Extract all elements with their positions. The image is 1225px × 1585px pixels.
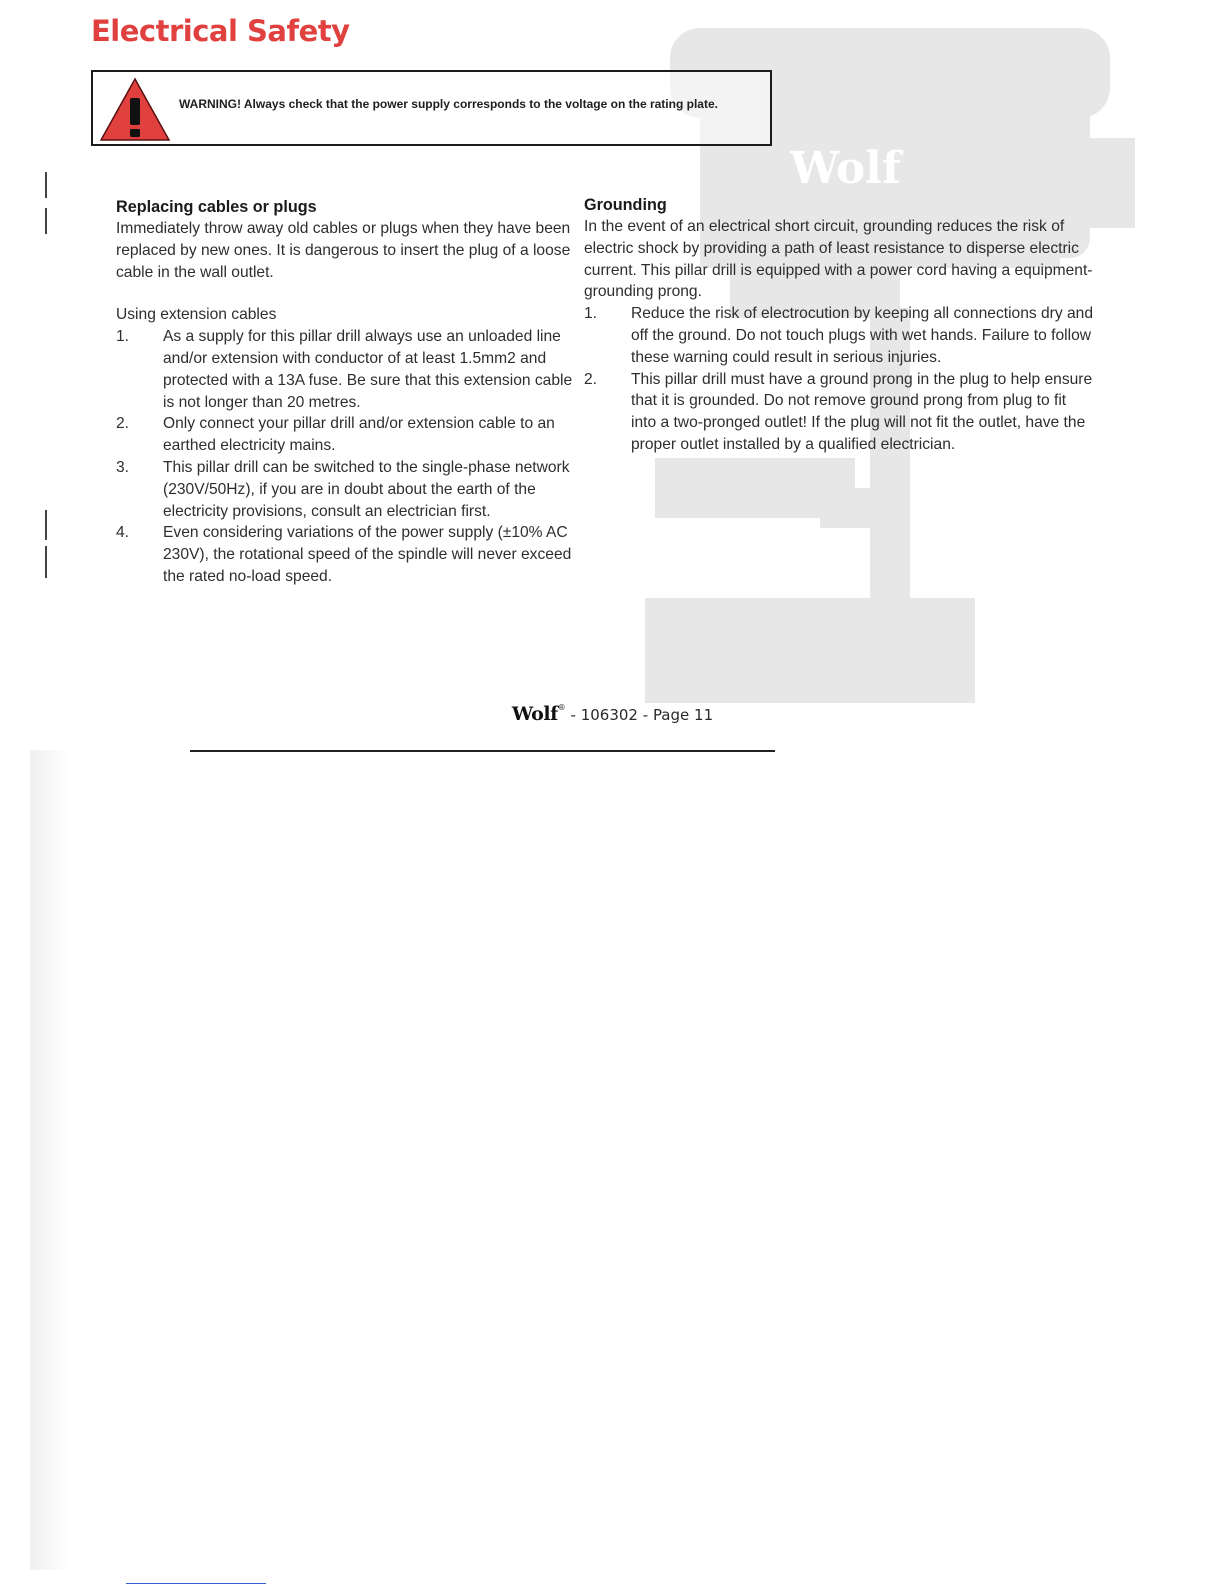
list-item-number: 3. xyxy=(116,458,130,476)
page-footer xyxy=(0,703,1225,725)
scan-page-edge xyxy=(190,750,775,752)
right-column xyxy=(584,194,1094,456)
list-item-number: 1. xyxy=(584,305,598,323)
list-item-number: 1. xyxy=(116,328,130,346)
extension-cables-list xyxy=(116,326,576,588)
list-item-text: Reduce the risk of electrocution by keeping all connections dry and off the ground. Do not touch plugs with wet hands. Failure to follow these warning could result in serious injuries. xyxy=(631,305,1094,366)
page-title: Electrical Safety xyxy=(91,14,350,48)
grounding-list xyxy=(584,303,1094,456)
list-item xyxy=(584,369,1094,456)
watermark-brand: Wolf xyxy=(790,143,901,194)
footer-page-number: Page 11 xyxy=(652,706,714,724)
left-column xyxy=(116,196,576,588)
list-item xyxy=(584,303,1094,368)
list-item xyxy=(116,326,576,413)
list-item xyxy=(116,413,576,457)
replacing-cables-heading: Replacing cables or plugs xyxy=(116,198,317,216)
warning-text: WARNING! Always check that the power supply corresponds to the voltage on the rating plate. xyxy=(179,97,718,111)
grounding-heading: Grounding xyxy=(584,196,667,214)
footer-brand-logo: Wolf xyxy=(511,703,558,725)
footer-product-code: - 106302 - xyxy=(570,706,649,724)
list-item-number: 4. xyxy=(116,524,130,542)
list-item xyxy=(116,457,576,522)
scan-margin-mark xyxy=(45,208,47,234)
footer-registered-mark: ® xyxy=(557,703,566,712)
scan-margin-mark xyxy=(45,172,47,198)
replacing-cables-paragraph: Immediately throw away old cables or plugs when they have been replaced by new ones. It is dangerous to insert the plug of a loose cable in the wall outlet. xyxy=(116,220,571,281)
scan-bottom-line xyxy=(126,1583,266,1584)
list-item-text: This pillar drill can be switched to the single-phase network (230V/50Hz), if you are in doubt about the earth of the electricity provisions, consult an electrician first. xyxy=(163,458,570,520)
list-item-number: 2. xyxy=(584,370,598,388)
list-item-text: As a supply for this pillar drill always use an unloaded line and/or extension with conductor of at least 1.5mm2 and protected with a 13A fuse. Be sure that this extension cable is not longer than 20 metres. xyxy=(163,328,573,411)
scan-shadow xyxy=(30,750,70,1570)
scan-margin-mark xyxy=(45,510,47,540)
list-item-text: This pillar drill must have a ground prong in the plug to help ensure that it is grounded. Do not remove ground prong from plug to fit into a two-pronged outlet! If the plug will not fit the outlet, have the proper outlet installed by a qualified electrician. xyxy=(631,370,1093,453)
extension-cables-subheading: Using extension cables xyxy=(116,306,277,324)
list-item-number: 2. xyxy=(116,415,130,433)
list-item xyxy=(116,522,576,587)
warning-box xyxy=(91,70,772,146)
list-item-text: Even considering variations of the power supply (±10% AC 230V), the rotational speed of the spindle will never exceed the rated no-load speed. xyxy=(163,524,572,585)
list-item-text: Only connect your pillar drill and/or extension cable to an earthed electricity mains. xyxy=(163,415,555,455)
scan-margin-mark xyxy=(45,546,47,578)
warning-triangle-icon xyxy=(99,76,171,142)
grounding-paragraph: In the event of an electrical short circuit, grounding reduces the risk of electric shock by providing a path of least resistance to disperse electric current. This pillar drill is equipped with a power cord having a equipment-grounding prong. xyxy=(584,218,1093,301)
